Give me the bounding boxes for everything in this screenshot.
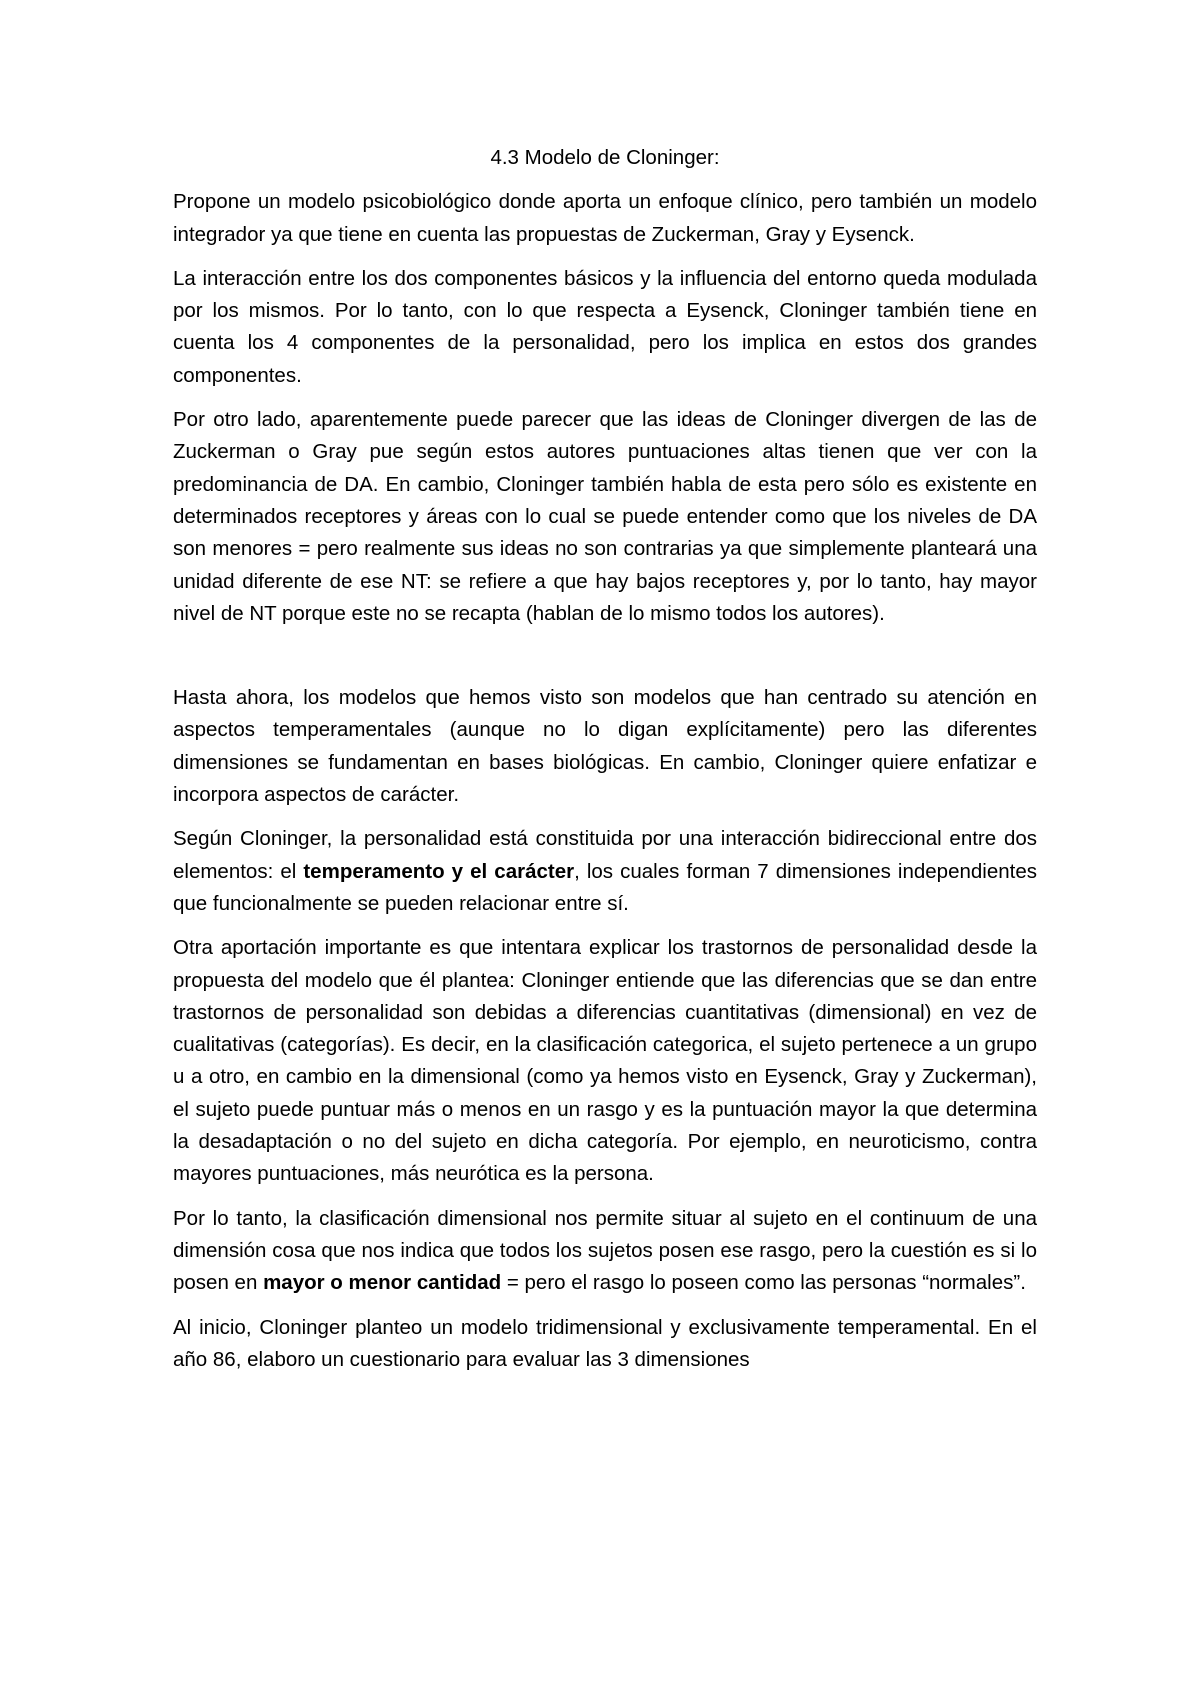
- paragraph-text: Según Cloninger, la personalidad está constituida por una interacción bidireccional entre dos elementos: el: [173, 827, 1037, 883]
- paragraph-text: Hasta ahora, los modelos que hemos visto son modelos que han centrado su atención en aspectos temperamentales (aunque no lo digan explícitamente) pero las diferentes dimensiones se fundamentan en bases biológicas. En cambio, Cloninger quiere enfatizar e incorpora aspectos de carácter.: [173, 686, 1037, 807]
- section-title: 4.3 Modelo de Cloninger:: [490, 146, 720, 169]
- paragraph-text: La interacción entre los dos componentes básicos y la influencia del entorno queda modulada por los mismos. Por lo tanto, con lo que respecta a Eysenck, Cloninger también tiene en cuenta los 4 componentes de la personalidad, pero los implica en estos dos grandes componentes.: [173, 266, 1037, 387]
- paragraph-text: Propone un modelo psicobiológico donde aporta un enfoque clínico, pero también un modelo integrador ya que tiene en cuenta las propuestas de Zuckerman, Gray y Eysenck.: [173, 190, 1037, 246]
- paragraph-3: [173, 404, 1037, 630]
- bold-phrase: mayor o menor cantidad: [263, 1271, 502, 1295]
- paragraph-text: Otra aportación importante es que intentara explicar los trastornos de personalidad desde la propuesta del modelo que él plantea: Cloninger entiende que las diferencias que se dan entre trastornos de personalidad son debidas a diferencias cuantitativas (dimensional) en vez de cualitativas (categorías). Es decir, en la clasificación categorica, el sujeto pertenece a un grupo u a otro, en cambio en la dimensional (como ya hemos visto en Eysenck, Gray y Zuckerman), el sujeto puede puntuar más o menos en un rasgo y es la puntuación mayor la que determina la desadaptación o no del sujeto en dicha categoría. Por ejemplo, en neuroticismo, contra mayores puntuaciones, más neurótica es la persona.: [173, 936, 1037, 1186]
- paragraph-5: [173, 823, 1037, 920]
- paragraph-text: = pero el rasgo lo poseen como las personas “normales”.: [501, 1271, 1026, 1295]
- paragraph-text: Por lo tanto, la clasificación dimensional nos permite situar al sujeto en el continuum de una dimensión cosa que nos indica que todos los sujetos posen ese rasgo, pero la cuestión es si lo posen en: [173, 1206, 1037, 1295]
- paragraph-8: [173, 1312, 1037, 1377]
- paragraph-text: Al inicio, Cloninger planteo un modelo tridimensional y exclusivamente temperamental. En el año 86, elaboro un cuestionario para evaluar las 3 dimensiones: [173, 1315, 1037, 1371]
- paragraph-4: [173, 682, 1037, 811]
- paragraph-6: [173, 932, 1037, 1190]
- document-body: [173, 142, 1037, 1388]
- bold-phrase: temperamento y el carácter: [303, 859, 575, 883]
- paragraph-1: [173, 186, 1037, 251]
- paragraph-7: [173, 1203, 1037, 1300]
- paragraph-text: , los cuales forman 7 dimensiones independientes que funcionalmente se pueden relacionar entre sí.: [173, 859, 1037, 915]
- paragraph-text: Por otro lado, aparentemente puede parecer que las ideas de Cloninger divergen de las de Zuckerman o Gray pue según estos autores puntuaciones altas tienen que ver con la predominancia de DA. En cambio, Cloninger también habla de esta pero sólo es existente en determinados receptores y áreas con lo cual se puede entender como que los niveles de DA son menores = pero realmente sus ideas no son contrarias ya que simplemente planteará una unidad diferente de ese NT: se refiere a que hay bajos receptores y, por lo tanto, hay mayor nivel de NT porque este no se recapta (hablan de lo mismo todos los autores).: [173, 408, 1037, 625]
- paragraph-2: [173, 263, 1037, 392]
